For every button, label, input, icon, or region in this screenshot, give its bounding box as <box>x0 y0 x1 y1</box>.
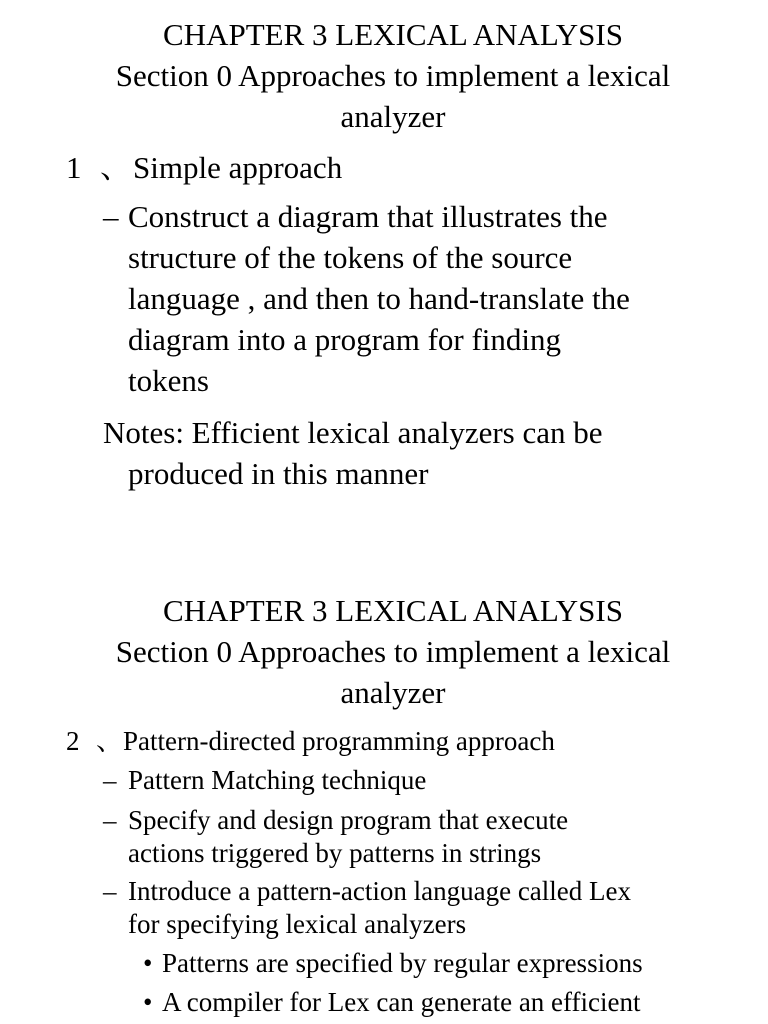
bullet-dash: – <box>103 765 117 795</box>
heading-number: 2 <box>66 726 80 756</box>
section-title-continued: analyzer <box>340 675 446 710</box>
sub-bullet-text: A compiler for Lex can generate an efficient <box>162 987 641 1017</box>
sub-bullet-dot: • <box>143 987 153 1017</box>
heading-number: 1 <box>66 150 82 185</box>
section-title: Section 0 Approaches to implement a lexical <box>115 634 671 669</box>
bullet-dash: – <box>103 805 117 835</box>
bullet-text-line: Pattern Matching technique <box>128 765 427 795</box>
bullet-dash: – <box>103 876 117 906</box>
sub-bullet-dot: • <box>143 948 153 978</box>
heading-mark: 、 <box>100 150 131 185</box>
slide-2 <box>0 576 768 1024</box>
heading-text: Pattern-directed programming approach <box>123 726 555 756</box>
bullet-text-line: for specifying lexical analyzers <box>128 909 467 939</box>
bullet-text-line: diagram into a program for finding <box>128 322 562 357</box>
bullet-text-line: Specify and design program that execute <box>128 805 569 835</box>
chapter-title: CHAPTER 3 LEXICAL ANALYSIS <box>163 17 623 52</box>
notes-text-line: Notes: Efficient lexical analyzers can be <box>103 415 603 450</box>
notes-text-line: produced in this manner <box>128 456 429 491</box>
bullet-text-line: Introduce a pattern-action language called Lex <box>128 876 631 906</box>
heading-mark: 、 <box>96 726 123 756</box>
bullet-text-line: language , and then to hand-translate the <box>128 281 630 316</box>
bullet-text-line: structure of the tokens of the source <box>128 240 573 275</box>
bullet-text-line: tokens <box>128 363 209 398</box>
sub-bullet-text: Patterns are specified by regular expressions <box>162 948 643 978</box>
chapter-title: CHAPTER 3 LEXICAL ANALYSIS <box>163 593 623 628</box>
section-title: Section 0 Approaches to implement a lexical <box>115 58 671 93</box>
bullet-text-line: Construct a diagram that illustrates the <box>128 199 608 234</box>
heading-text: Simple approach <box>133 150 343 185</box>
bullet-dash: – <box>103 199 119 234</box>
bullet-text-line: actions triggered by patterns in strings <box>128 838 542 868</box>
section-title-continued: analyzer <box>340 99 446 134</box>
